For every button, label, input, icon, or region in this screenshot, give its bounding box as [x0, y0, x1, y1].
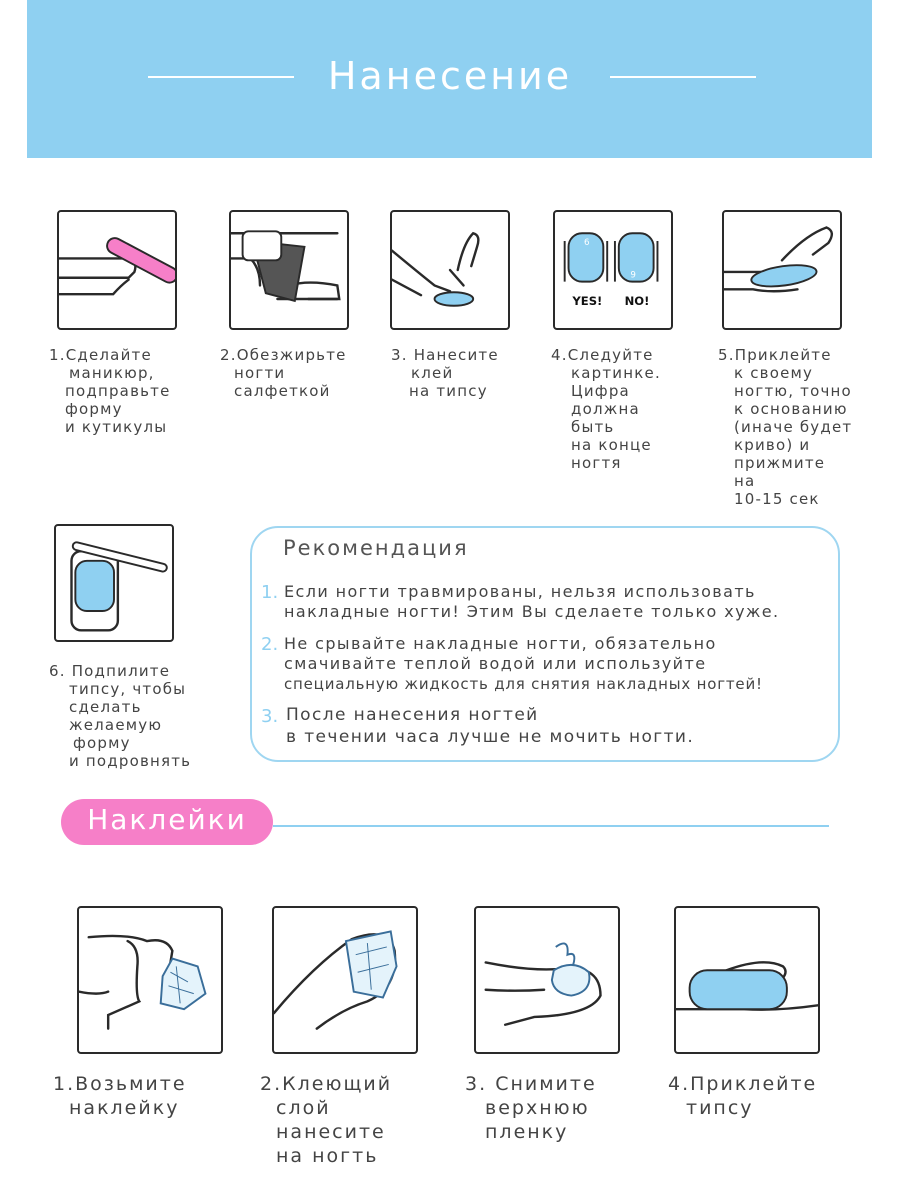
step-1-line-5: и кутикулы [65, 418, 168, 436]
step-1-line-4: форму [65, 400, 123, 418]
recommendation-title: Рекомендация [283, 536, 469, 560]
rec-3-line-2: в течении часа лучше не мочить ногти. [286, 727, 695, 747]
step-6-caption [49, 662, 224, 770]
step-5-line-9: 10-15 сек [734, 490, 820, 508]
take-sticker-icon [77, 906, 223, 1054]
sticker-step-1-line-1: 1.Возьмите [53, 1073, 187, 1095]
sticker-step-4-caption [668, 1072, 848, 1120]
step-4-line-5: быть [571, 418, 615, 436]
sticker-step-2-line-4: на ногть [276, 1145, 379, 1167]
stickers-divider [273, 825, 829, 827]
tip-number-bottom: 9 [630, 270, 636, 281]
step-4-line-4: должна [571, 400, 640, 418]
sticker-step-2-line-2: слой [276, 1097, 331, 1119]
step-6-line-2: типсу, чтобы [69, 680, 187, 698]
rec-3-number: 3. [261, 706, 279, 727]
step-2-line-2: ногти [234, 364, 286, 382]
step-4-caption [551, 346, 691, 472]
wipe-napkin-icon [229, 210, 349, 330]
step-1-caption [49, 346, 199, 436]
step-5-line-6: криво) и [734, 436, 811, 454]
step-5-caption [718, 346, 868, 508]
rec-1-line-2: накладные ногти! Этим Вы сделаете только хуже. [284, 602, 780, 621]
page-title: Нанесение [327, 54, 573, 98]
sticker-step-2-line-1: 2.Клеющий [260, 1073, 393, 1095]
step-1-line-2: маникюр, [69, 364, 155, 382]
attach-tip-icon [674, 906, 820, 1054]
step-3-line-2: клей [411, 364, 454, 382]
step-4-line-3: Цифра [571, 382, 630, 400]
glue-tip-icon [390, 210, 510, 330]
rec-1-number: 1. [261, 582, 279, 603]
step-2-line-3: салфеткой [234, 382, 331, 400]
step-4-line-1: 4.Следуйте [551, 346, 654, 364]
sticker-step-2-line-3: нанесите [276, 1121, 386, 1143]
step-3-line-1: 3. Нанесите [391, 346, 499, 364]
step-6-line-3: сделать [69, 698, 142, 716]
tip-orientation-icon [553, 210, 673, 330]
step-2-line-1: 2.Обезжирьте [220, 346, 347, 364]
file-tip-icon [54, 524, 174, 642]
tip-number-top: 6 [584, 237, 590, 248]
sticker-step-3-line-1: 3. Снимите [465, 1073, 597, 1095]
sticker-step-4-line-1: 4.Приклейте [668, 1073, 818, 1095]
nail-file-icon [57, 210, 177, 330]
press-tip-icon [722, 210, 842, 330]
step-5-line-4: к основанию [734, 400, 848, 418]
step-6-line-5: форму [73, 734, 131, 752]
yes-label: YES! [572, 293, 603, 308]
step-1-line-1: 1.Сделайте [49, 346, 152, 364]
rec-2-line-2: смачивайте теплой водой или используйте [284, 654, 707, 673]
rec-2-line-3: специальную жидкость для снятия накладных ногтей! [284, 675, 763, 693]
step-6-line-1: 6. Подпилите [49, 662, 171, 680]
rec-3-text [286, 704, 694, 748]
step-5-line-5: (иначе будет [734, 418, 853, 436]
sticker-step-2-caption [260, 1072, 440, 1168]
step-4-line-7: ногтя [571, 454, 622, 472]
step-3-caption [391, 346, 531, 400]
sticker-step-4-line-2: типсу [686, 1097, 754, 1119]
sticker-step-1-caption [53, 1072, 233, 1120]
apply-sticker-icon [272, 906, 418, 1054]
step-5-line-2: к своему [734, 364, 814, 382]
sticker-step-3-caption [465, 1072, 645, 1144]
sticker-step-3-line-2: верхнюю [485, 1097, 590, 1119]
step-6-line-6: и подровнять [69, 752, 192, 770]
peel-film-icon [474, 906, 620, 1054]
step-5-line-8: на [734, 472, 756, 490]
rec-1-line-1: Если ногти травмированы, нельзя использовать [284, 582, 756, 601]
step-4-line-2: картинке. [571, 364, 661, 382]
rec-1-text [284, 582, 779, 622]
stickers-title: Наклейки [87, 803, 247, 836]
no-label: NO! [624, 293, 650, 308]
step-5-line-7: прижмите [734, 454, 826, 472]
step-3-line-3: на типсу [409, 382, 488, 400]
sticker-step-1-line-2: наклейку [69, 1097, 180, 1119]
step-4-line-6: на конце [571, 436, 652, 454]
sticker-step-3-line-3: пленку [485, 1121, 569, 1143]
step-2-caption [220, 346, 380, 400]
step-6-line-4: желаемую [69, 716, 163, 734]
rec-2-line-1: Не срывайте накладные ногти, обязательно [284, 634, 717, 653]
step-5-line-3: ногтю, точно [734, 382, 852, 400]
rec-2-number: 2. [261, 634, 279, 655]
step-1-line-3: подправьте [65, 382, 171, 400]
rec-2-text [284, 634, 763, 694]
rec-3-line-1: После нанесения ногтей [286, 705, 539, 725]
step-5-line-1: 5.Приклейте [718, 346, 832, 364]
